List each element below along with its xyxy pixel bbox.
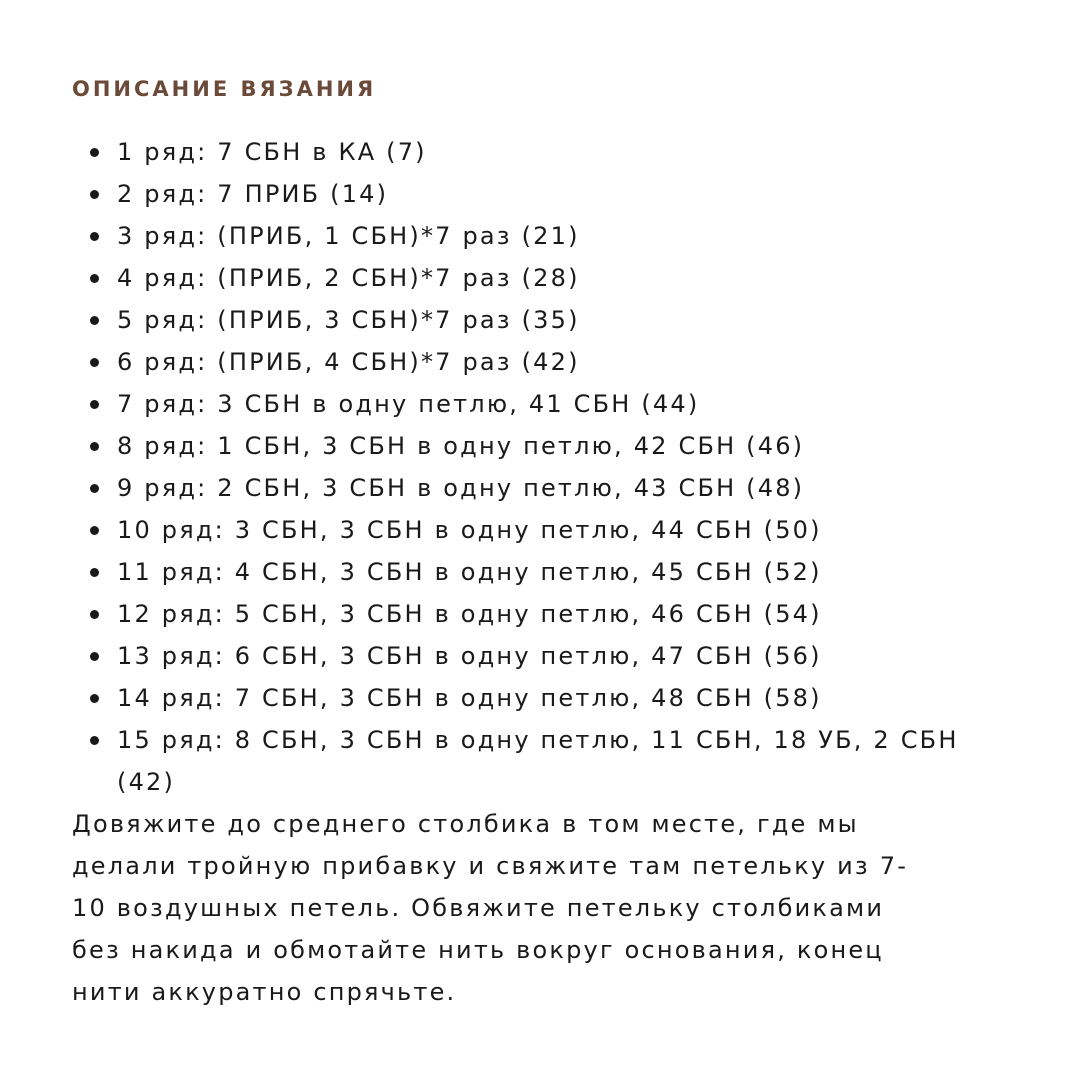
row-text: 13 ряд: 6 СБН, 3 СБН в одну петлю, 47 СБН (56) (117, 642, 822, 670)
bullet-icon (90, 610, 99, 619)
bullet-icon (90, 274, 99, 283)
list-item-last (88, 719, 1018, 803)
row-text: 6 ряд: (ПРИБ, 4 СБН)*7 раз (42) (117, 348, 580, 376)
bullet-icon (90, 148, 99, 157)
list-item (88, 257, 1018, 299)
list-item (88, 467, 1018, 509)
bullet-icon (90, 526, 99, 535)
bullet-icon (90, 568, 99, 577)
list-item (88, 215, 1018, 257)
paragraph-line: 10 воздушных петель. Обвяжите петельку столбиками (72, 894, 885, 922)
row-text: 5 ряд: (ПРИБ, 3 СБН)*7 раз (35) (117, 306, 580, 334)
closing-instructions (72, 803, 1012, 1013)
bullet-icon (90, 358, 99, 367)
bullet-icon (90, 694, 99, 703)
list-item (88, 677, 1018, 719)
list-item (88, 131, 1018, 173)
row-text: 10 ряд: 3 СБН, 3 СБН в одну петлю, 44 СБН (50) (117, 516, 822, 544)
paragraph-line: без накида и обмотайте нить вокруг основания, конец (72, 936, 884, 964)
bullet-icon (90, 190, 99, 199)
bullet-icon (90, 400, 99, 409)
row-text: 1 ряд: 7 СБН в КА (7) (117, 138, 427, 166)
row-text: 3 ряд: (ПРИБ, 1 СБН)*7 раз (21) (117, 222, 580, 250)
row-text: 2 ряд: 7 ПРИБ (14) (117, 180, 389, 208)
row-text-line2: (42) (117, 768, 176, 796)
row-text: 4 ряд: (ПРИБ, 2 СБН)*7 раз (28) (117, 264, 580, 292)
row-text: 7 ряд: 3 СБН в одну петлю, 41 СБН (44) (117, 390, 700, 418)
row-text: 9 ряд: 2 СБН, 3 СБН в одну петлю, 43 СБН (48) (117, 474, 805, 502)
list-item (88, 341, 1018, 383)
row-text: 8 ряд: 1 СБН, 3 СБН в одну петлю, 42 СБН (46) (117, 432, 805, 460)
bullet-icon (90, 484, 99, 493)
bullet-icon (90, 316, 99, 325)
row-text: 14 ряд: 7 СБН, 3 СБН в одну петлю, 48 СБН (58) (117, 684, 822, 712)
list-item (88, 635, 1018, 677)
list-item (88, 593, 1018, 635)
list-item (88, 173, 1018, 215)
list-item (88, 383, 1018, 425)
paragraph-line: Довяжите до среднего столбика в том месте, где мы (72, 810, 859, 838)
list-item (88, 509, 1018, 551)
bullet-icon (90, 652, 99, 661)
rows-list (88, 131, 1018, 803)
list-item (88, 551, 1018, 593)
bullet-icon (90, 736, 99, 745)
bullet-icon (90, 442, 99, 451)
row-text: 11 ряд: 4 СБН, 3 СБН в одну петлю, 45 СБН (52) (117, 558, 822, 586)
row-text: 12 ряд: 5 СБН, 3 СБН в одну петлю, 46 СБН (54) (117, 600, 822, 628)
bullet-icon (90, 232, 99, 241)
section-heading: ОПИСАНИЕ ВЯЗАНИЯ (72, 77, 377, 101)
row-text-line1: 15 ряд: 8 СБН, 3 СБН в одну петлю, 11 СБН, 18 УБ, 2 СБН (117, 726, 959, 754)
paragraph-line: делали тройную прибавку и свяжите там петельку из 7- (72, 852, 909, 880)
list-item (88, 425, 1018, 467)
paragraph-line: нити аккуратно спрячьте. (72, 978, 457, 1006)
list-item (88, 299, 1018, 341)
